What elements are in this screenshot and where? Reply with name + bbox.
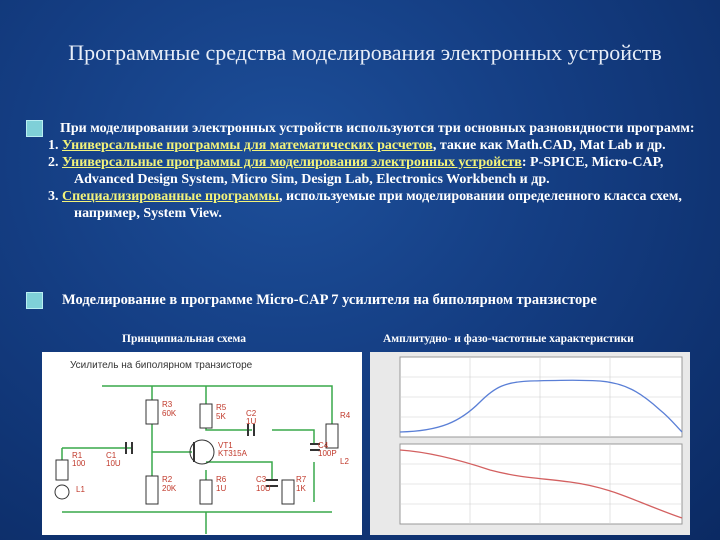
label-r5-val: 5K [216,412,226,421]
label-r6-val: 1U [216,484,227,493]
label-r3: R3 [162,400,173,409]
label-vt1: VT1 [218,441,233,450]
label-c2: C2 [246,409,257,418]
list-item-2-rest: : P-SPICE, Micro-CAP, Advanced Design System, Micro Sim, Design Lab, Electronics Workbench и др. [74,155,664,187]
label-r1: R1 [72,451,83,460]
label-c4: C4 [318,441,329,450]
label-r5: R5 [216,403,227,412]
list-item-2-num: 2. [48,155,62,170]
label-c1: C1 [106,451,117,460]
link-universal-electronics[interactable]: Универсальные программы для моделирования электронных устройств [62,155,522,170]
label-c1-val: 10U [106,459,121,468]
label-r4: R4 [340,411,351,420]
frequency-response-image [370,352,690,535]
label-vt1-type: KT315A [218,449,247,458]
list-item-3-rest: , используемые при моделировании определенного класса схем, например, System View. [74,189,682,221]
label-c4-val: 100P [318,449,337,458]
label-r6: R6 [216,475,227,484]
list-item-3-num: 3. [48,189,62,204]
label-l1: L1 [76,485,85,494]
label-r7-val: 1K [296,484,306,493]
schematic-title: Усилитель на биполярном транзисторе [70,360,253,371]
label-r2-val: 20K [162,484,177,493]
list-item-1 [48,137,696,154]
caption-chart: Амплитудно- и фазо-частотные характеристики [383,333,634,345]
bullet-square-icon [26,120,43,137]
slide-title: Программные средства моделирования электронных устройств [68,40,662,65]
label-c3: C3 [256,475,267,484]
schematic-image [42,352,362,535]
list-item-1-rest: , такие как Math.CAD, Mat Lab и др. [432,138,666,153]
list-item-1-num: 1. [48,138,62,153]
label-c3-val: 10U [256,484,271,493]
label-r2: R2 [162,475,173,484]
subtitle: Моделирование в программе Micro-CAP 7 усилителя на биполярном транзисторе [62,292,597,308]
caption-schematic: Принципиальная схема [122,333,246,345]
intro-paragraph: При моделировании электронных устройств используются три основных разновидности программ: [60,121,695,136]
label-r1-val: 100 [72,459,86,468]
label-c2-val: 1U [246,417,257,426]
body-text [48,120,696,222]
list-item-3 [48,188,696,222]
bullet-square-icon-2 [26,292,43,309]
label-r3-val: 60K [162,409,177,418]
list-item-2 [48,154,696,188]
link-universal-math[interactable]: Универсальные программы для математических расчетов [62,138,433,153]
link-specialized[interactable]: Специализированные программы [62,189,280,204]
label-l2: L2 [340,457,349,466]
label-r7: R7 [296,475,307,484]
